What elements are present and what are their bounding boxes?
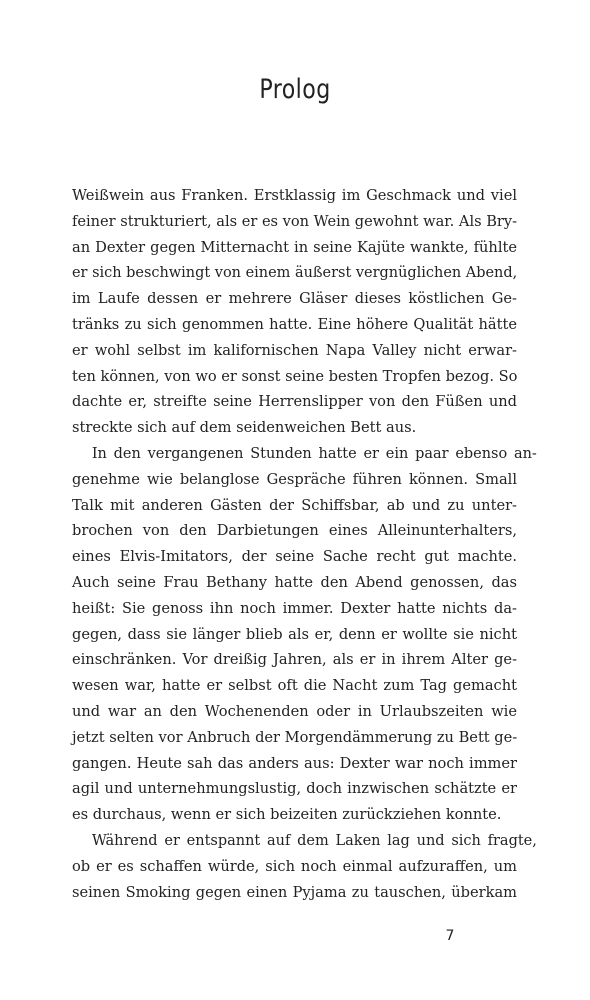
page-number: 7 [445,928,455,944]
body-text [72,183,537,905]
text-line: gegen, dass sie länger blieb als er, denn er wollte sie nicht [72,625,517,643]
text-line: heißt: Sie genoss ihn noch immer. Dexter hatte nichts da- [72,599,517,617]
text-line: jetzt selten vor Anbruch der Morgendämmerung zu Bett ge- [72,728,518,746]
text-line: seinen Smoking gegen einen Pyjama zu tauschen, überkam [72,883,517,901]
text-line: Auch seine Frau Bethany hatte den Abend genossen, das [72,573,517,591]
text-line: tränks zu sich genommen hatte. Eine höhere Qualität hätte [72,315,517,333]
text-line: Talk mit anderen Gästen der Schiffsbar, ab und zu unter- [72,496,517,514]
text-line: In den vergangenen Stunden hatte er ein paar ebenso an- [91,444,537,462]
text-line: er sich beschwingt von einem äußerst vergnüglichen Abend, [72,264,518,282]
text-line: brochen von den Darbietungen eines Alleinunterhalters, [72,522,517,540]
paragraph-1 [72,183,517,441]
text-line: einschränken. Vor dreißig Jahren, als er in ihrem Alter ge- [72,651,517,669]
text-line: er wohl selbst im kalifornischen Napa Valley nicht erwar- [72,341,517,359]
text-line: gangen. Heute sah das anders aus: Dexter war noch immer [72,754,517,772]
text-line: streckte sich auf dem seidenweichen Bett aus. [72,419,417,437]
text-line: im Laufe dessen er mehrere Gläser dieses köstlichen Ge- [72,290,517,308]
text-line: ten können, von wo er sonst seine besten Tropfen bezog. So [72,367,518,385]
text-line: ob er es schaffen würde, sich noch einmal aufzuraffen, um [72,857,517,875]
text-line: und war an den Wochenenden oder in Urlaubszeiten wie [72,702,517,720]
text-line: es durchaus, wenn er sich beizeiten zurückziehen konnte. [72,806,502,824]
text-line: Während er entspannt auf dem Laken lag und sich fragte, [91,831,537,849]
text-line: dachte er, streifte seine Herrenslipper von den Füßen und [72,393,517,411]
text-line: feiner strukturiert, als er es von Wein gewohnt war. Als Bry- [72,212,518,230]
text-line: agil und unternehmungslustig, doch inzwischen schätzte er [72,780,517,798]
text-line: wesen war, hatte er selbst oft die Nacht zum Tag gemacht [72,677,517,695]
text-line: genehme wie belanglose Gespräche führen können. Small [72,470,517,488]
chapter-title: Prolog [259,74,331,105]
text-line: Weißwein aus Franken. Erstklassig im Geschmack und viel [72,187,517,204]
text-line: an Dexter gegen Mitternacht in seine Kajüte wankte, fühlte [72,238,517,256]
text-line: eines Elvis-Imitators, der seine Sache recht gut machte. [72,548,517,566]
paragraph-2 [72,441,537,828]
paragraph-3 [72,828,537,905]
